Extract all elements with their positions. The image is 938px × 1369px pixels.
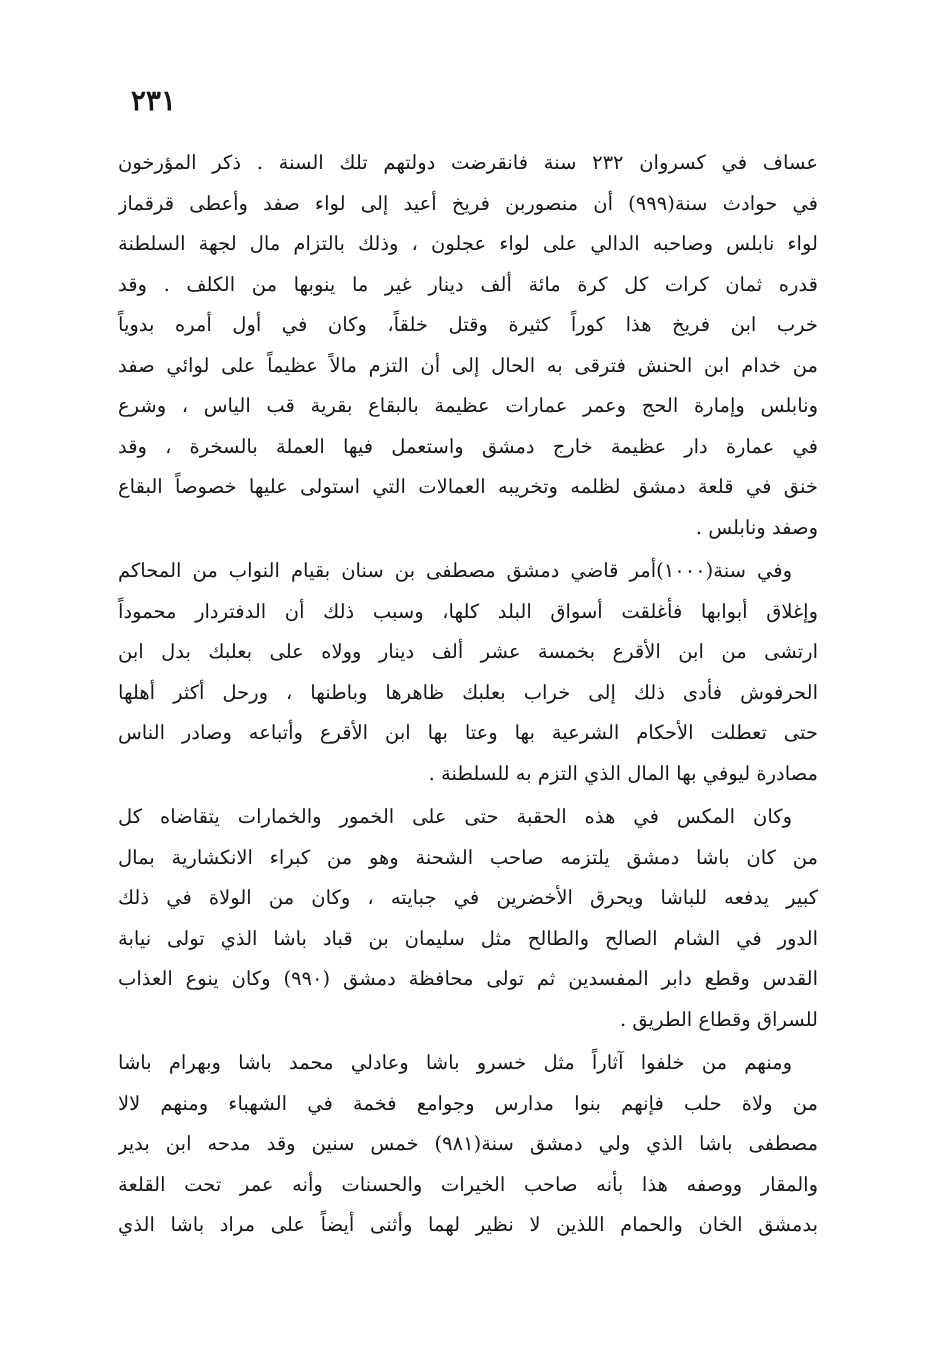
text-line: في حوادث سنة(٩٩٩) أن منصوربن فريخ أعيد إلى لواء صفد وأعطى قرقماز (118, 191, 818, 215)
paragraph-1 (118, 143, 818, 548)
page-body-text (118, 143, 818, 1249)
text-line: وكان المكس في هذه الحقبة حتى على الخمور والخمارات يتقاضاه كل (118, 805, 792, 828)
text-line: مصطفى باشا الذي ولي دمشق سنة(٩٨١) خمس سنين وقد مدحه ابن بدير (118, 1132, 818, 1155)
text-line: قدره ثمان كرات كل كرة مائة ألف دينار غير ما ينوبها من الكلف . وقد (118, 272, 818, 296)
text-line: ومنهم من خلفوا آثاراً مثل خسرو باشا وعادلي محمد باشا وبهرام باشا (118, 1051, 792, 1074)
text-line: من كان باشا دمشق يلتزمه صاحب الشحنة وهو من كبراء الانكشارية بمال (118, 845, 818, 869)
text-line: وإغلاق أبوابها فأغلقت أسواق البلد كلها، وسبب ذلك أن الدفتردار محموداً (118, 599, 818, 623)
text-line: للسراق وقطاع الطريق . (619, 1007, 818, 1031)
text-line: الحرفوش فأدى ذلك إلى خراب بعلبك ظاهرها وباطنها ، ورحل أكثر أهلها (118, 680, 818, 704)
text-line: ونابلس وإمارة الحج وعمر عمارات عظيمة بالبقاع بقرية قب الياس ، وشرع (118, 394, 818, 417)
text-line: عساف في كسروان ٢٣٢ سنة فانقرضت دولتهم تلك السنة . ذكر المؤرخون (118, 151, 818, 174)
text-line: خرب ابن فريخ هذا كوراً كثيرة وقتل خلقاً، وكان في أول أمره بدوياً (118, 313, 818, 336)
text-line: لواء نابلس وصاحبه الدالي على لواء عجلون ، وذلك بالتزام مال لجهة السلطنة (118, 232, 818, 255)
text-line: حتى تعطلت الأحكام الشرعية بها وعتا بها ابن الأقرع وأتباعه وصادر الناس (118, 721, 818, 744)
text-line: وفي سنة(١٠٠٠)أمر قاضي دمشق مصطفى بن سنان بقيام النواب من المحاكم (118, 559, 792, 582)
paragraph-2 (118, 551, 818, 794)
text-line: وصفد ونابلس . (695, 515, 818, 539)
page-number: ٢٣١ (130, 84, 176, 117)
text-line: ارتشى من ابن الأقرع بخمسة عشر ألف دينار وولاه على بعلبك بدل ابن (118, 640, 818, 663)
text-line: من خدام ابن الحنش فترقى به الحال إلى أن التزم مالاً عظيماً على لوائي صفد (118, 353, 818, 377)
text-line: في عمارة دار عظيمة خارج دمشق واستعمل فيها العملة بالسخرة ، وقد (118, 434, 818, 458)
text-line: والمقار ووصفه هذا بأنه صاحب الخيرات والحسنات وأنه عمر تحت القلعة (118, 1172, 818, 1196)
text-line: مصادرة ليوفي بها المال الذي التزم به للسلطنة . (428, 761, 818, 785)
text-line: الدور في الشام الصالح والطالح مثل سليمان بن قباد باشا الذي تولى نيابة (118, 926, 818, 950)
text-line: بدمشق الخان والحمام اللذين لا نظير لهما وأثنى أيضاً على مراد باشا الذي (118, 1213, 818, 1236)
text-line: كبير يدفعه للباشا ويحرق الأخضرين في جبايته ، وكان من الولاة في ذلك (118, 886, 818, 909)
paragraph-3 (118, 797, 818, 1040)
text-line: من ولاة حلب فإنهم بنوا مدارس وجوامع فخمة في الشهباء ومنهم لالا (118, 1091, 818, 1115)
text-line: القدس وقطع دابر المفسدين ثم تولى محافظة دمشق (٩٩٠) وكان ينوع العذاب (118, 967, 818, 990)
text-line: خنق في قلعة دمشق لظلمه وتخريبه العمالات التي استولى عليها خصوصاً البقاع (118, 475, 818, 498)
paragraph-4 (118, 1043, 818, 1246)
